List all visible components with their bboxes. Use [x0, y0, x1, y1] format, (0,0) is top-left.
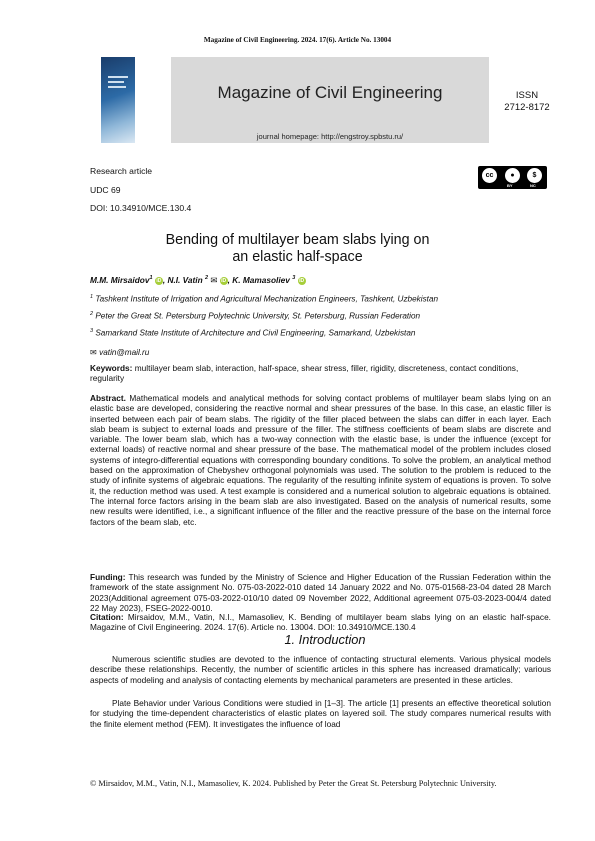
article-type: Research article — [90, 166, 153, 176]
author-3-affiliation: 3 — [292, 275, 296, 282]
nc-label: NC — [530, 183, 536, 188]
doi[interactable]: DOI: 10.34910/MCE.130.4 — [90, 203, 192, 213]
affiliation-number: 3 — [90, 328, 94, 334]
journal-homepage-link[interactable]: journal homepage: http://engstroy.spbstu.ru/ — [256, 132, 404, 141]
funding-text: This research was funded by the Ministry of Science and Higher Education of the Russian Federation within the framework of the state assignment No. 075-03-2022-010 dated 14 January 2022 and No. 075-01568-23-04 dated 28 March 2023(Additional agreement 075-03-2022-010/10 dated 09 November 2022, Additional agreement 075-03-2023-004/4 dated 22 May 2023), FSEG-2022-0010. — [90, 572, 551, 613]
article-title-line-1: Bending of multilayer beam slabs lying on — [165, 232, 430, 248]
affiliation-1 — [90, 294, 560, 304]
attribution-icon: ● — [505, 168, 520, 183]
issn-number: 2712-8172 — [504, 102, 550, 113]
citation-label: Citation: — [90, 612, 124, 622]
author-2-affiliation: 2 — [204, 275, 209, 282]
by-label: BY — [507, 183, 513, 188]
affiliation-3 — [90, 328, 560, 338]
email-link[interactable]: vatin@mail.ru — [99, 348, 150, 357]
noncommercial-icon: $ — [527, 168, 542, 183]
abstract — [90, 393, 551, 527]
orcid-icon[interactable]: iD — [299, 277, 305, 284]
orcid-icon[interactable]: iD — [156, 277, 162, 284]
keywords-label: Keywords: — [90, 363, 133, 373]
orcid-icon[interactable]: iD — [221, 277, 227, 284]
funding-label: Funding: — [90, 572, 126, 582]
keywords — [90, 363, 551, 384]
affiliation-text: Tashkent Institute of Irrigation and Agricultural Mechanization Engineers, Tashkent, Uzbekistan — [95, 294, 439, 304]
corresponding-email — [90, 347, 149, 357]
author-2: , N.I. Vatin — [162, 275, 203, 285]
abstract-text: Mathematical models and analytical methods for solving contact problems of multilayer beam slabs lying on an elastic base are developed, considering the reactive normal and shear pressures of the base. In this case, an elastic filler is inserted between each pair of beam slabs. The rigidity of the filler placed between the slabs can differ in each layer. Each slab beam is subject to external loads and pressure of the filler. The stiffness coefficients of beam slabs are discrete and variable. The lower beam slab, which has a two-way connection with the elastic base, is under the influence (except for external loads) of reactive normal and shear pressure of the base. The mathematical model of the problem includes closed systems of integro-differential equations with corresponding boundary conditions. To solve the problem, an analytical method based on the approximation of Chebyshev orthogonal polynomials was used. The solution to the problem is reduced to the study of infinite systems of algebraic equations. The regularity of the resulting infinite system of equations is proven. To solve it, the reduction method was used. A test example is considered and a numerical solution to algebraic equations is obtained. The internal force factors arising in the beam slab are also investigated. Based on the analysis of numerical results, some new results were identified, i.e., a significant influence of the filler and the reactive pressure of the base on the internal force factors of the beam slab, etc. — [90, 393, 551, 527]
section-heading: 1. Introduction — [284, 632, 366, 647]
author-list — [90, 275, 560, 285]
affiliation-number: 2 — [90, 311, 94, 317]
article-title — [90, 232, 505, 266]
affiliation-number: 1 — [90, 294, 94, 300]
cc-icon: cc — [482, 168, 497, 183]
intro-paragraph-2: Plate Behavior under Various Conditions were studied in [1–3]. The article [1] presents an effective theoretical solution for studying the time-dependent characteristics of elastic plates on layered soil. The study compares numerical results with the finite element method (FEM). It investigates the influence of load — [90, 698, 551, 729]
journal-title: Magazine of Civil Engineering — [217, 83, 443, 102]
author-1-affiliation: 1 — [149, 275, 153, 282]
intro-paragraph-1: Numerous scientific studies are devoted to the influence of contacting structural elements. Various physical models describe these relationships. Recently, the number of scientific articles in this sphere has increased dramatically; various aspects of modeling and analysis of contacting elements by mechanical parameters are presented in these articles. — [90, 654, 551, 685]
keywords-text: multilayer beam slab, interaction, half-space, shear stress, filler, rigidity, discreteness, contact conditions, regularity — [90, 363, 519, 384]
author-3: , K. Mamasoliev — [227, 275, 290, 285]
citation — [90, 612, 551, 633]
cc-license-badge[interactable] — [478, 166, 547, 189]
envelope-icon: ✉ — [210, 275, 218, 285]
citation-text: Mirsaidov, M.M., Vatin, N.I., Mamasoliev, K. Bending of multilayer beam slabs lying on an elastic half-space. Magazine of Civil Engineering. 2024. 17(6). Article no. 13004. DOI: 10.34910/MCE.130.4 — [90, 612, 551, 633]
affiliation-2 — [90, 311, 560, 321]
author-1: M.M. Mirsaidov — [90, 275, 150, 285]
article-title-line-2: an elastic half-space — [232, 249, 363, 265]
abstract-label: Abstract. — [90, 393, 126, 403]
issn-block — [492, 90, 562, 114]
affiliation-text: Samarkand State Institute of Architecture and Civil Engineering, Samarkand, Uzbekistan — [95, 328, 416, 338]
running-header: Magazine of Civil Engineering. 2024. 17(6). Article No. 13004 — [203, 36, 392, 44]
cover-title-lines — [106, 72, 130, 112]
copyright-notice: © Mirsaidov, M.M., Vatin, N.I., Mamasoliev, K. 2024. Published by Peter the Great St. Petersburg Polytechnic University. — [90, 779, 497, 788]
issn-label: ISSN — [515, 90, 539, 101]
envelope-icon: ✉ — [90, 348, 97, 357]
udc: UDC 69 — [90, 185, 121, 195]
funding — [90, 572, 551, 613]
affiliation-text: Peter the Great St. Petersburg Polytechnic University, St. Petersburg, Russian Federation — [95, 311, 421, 321]
